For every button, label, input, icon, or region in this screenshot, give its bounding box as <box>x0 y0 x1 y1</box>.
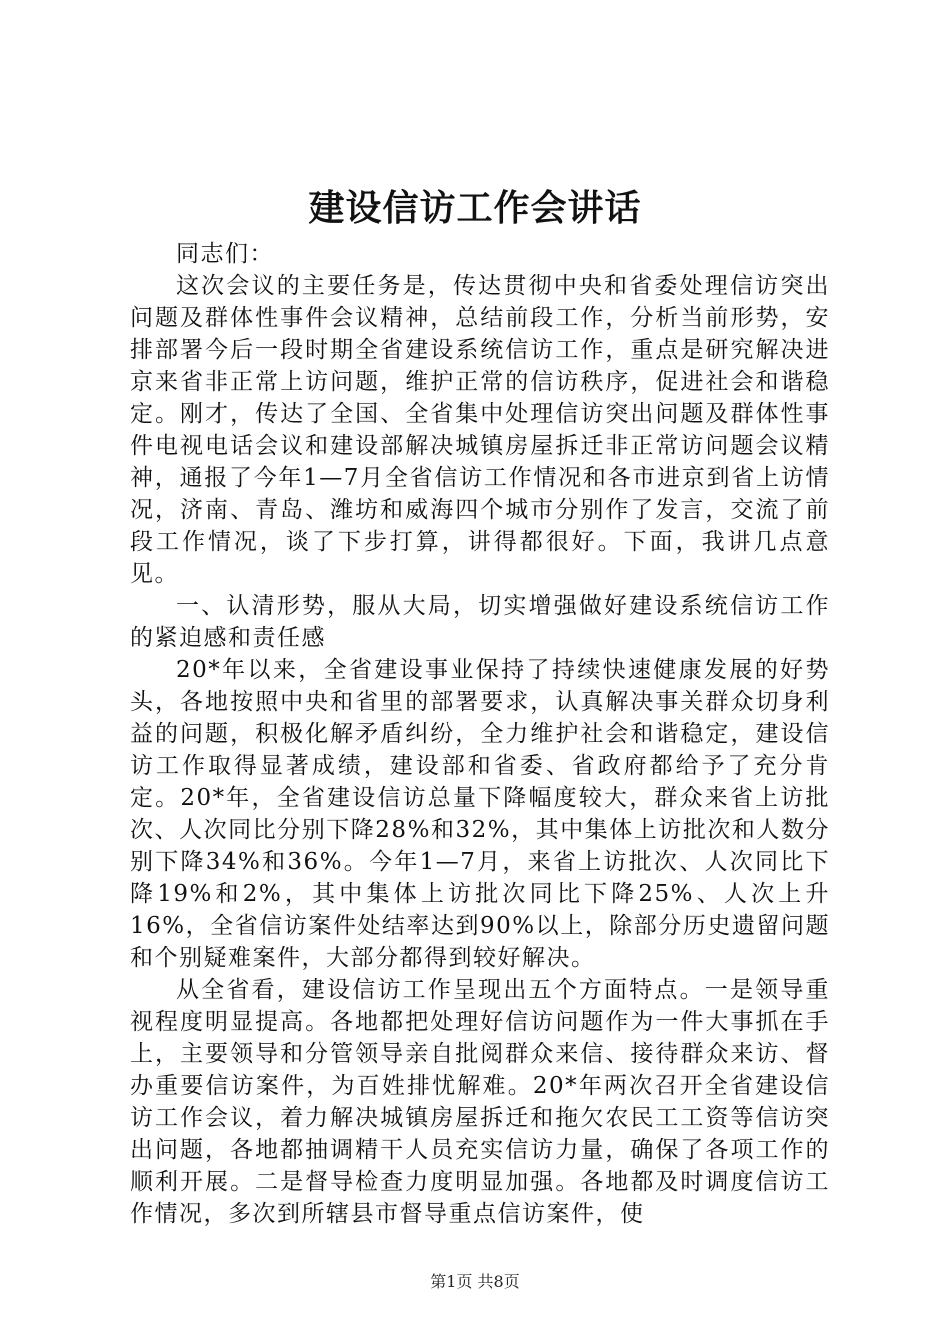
salutation-paragraph: 同志们： <box>176 241 274 267</box>
body-paragraph: 从全省看，建设信访工作呈现出五个方面特点。一是领导重视程度明显提高。各地都把处理好信访问题作为一件大事抓在手上，主要领导和分管领导亲自批阅群众来信、接待群众来访、督办重要信访案件，为百姓排忧解难。20*年两次召开全省建设信访工作会议，着力解决城镇房屋拆迁和拖欠农民工工资等信访突出问题，各地都抽调精干人员充实信访力量，确保了各项工作的顺利开展。二是督导检查力度明显加强。各地都及时调度信访工作情况，多次到所辖县市督导重点信访案件，使 <box>130 977 830 1227</box>
document-title: 建设信访工作会讲话 <box>308 187 642 229</box>
body-paragraph: 20*年以来，全省建设事业保持了持续快速健康发展的好势头，各地按照中央和省里的部署要求，认真解决事关群众切身利益的问题，积极化解矛盾纠纷，全力维护社会和谐稳定，建设信访工作取得显著成绩，建设部和省委、省政府都给予了充分肯定。20*年，全省建设信访总量下降幅度较大，群众来省上访批次、人次同比分别下降28%和32%，其中集体上访批次和人数分别下降34%和36%。今年1—7月，来省上访批次、人次同比下降19%和2%，其中集体上访批次同比下降25%、人次上升16%，全省信访案件处结率达到90%以上，除部分历史遗留问题和个别疑难案件，大部分都得到较好解决。 <box>130 657 830 971</box>
body-paragraph: 这次会议的主要任务是，传达贯彻中央和省委处理信访突出问题及群体性事件会议精神，总结前段工作，分析当前形势，安排部署今后一段时期全省建设系统信访工作，重点是研究解决进京来省非正常上访问题，维护正常的信访秩序，促进社会和谐稳定。刚才，传达了全国、全省集中处理信访突出问题及群体性事件电视电话会议和建设部解决城镇房屋拆迁非正常访问题会议精神，通报了今年1—7月全省信访工作情况和各市进京到省上访情况，济南、青岛、潍坊和威海四个城市分别作了发言，交流了前段工作情况，谈了下步打算，讲得都很好。下面，我讲几点意见。 <box>130 273 830 587</box>
document-body <box>130 238 830 1230</box>
section-heading: 一、认清形势，服从大局，切实增强做好建设系统信访工作的紧迫感和责任感 <box>130 593 830 651</box>
page-footer: 第1页 共8页 <box>430 1272 520 1291</box>
